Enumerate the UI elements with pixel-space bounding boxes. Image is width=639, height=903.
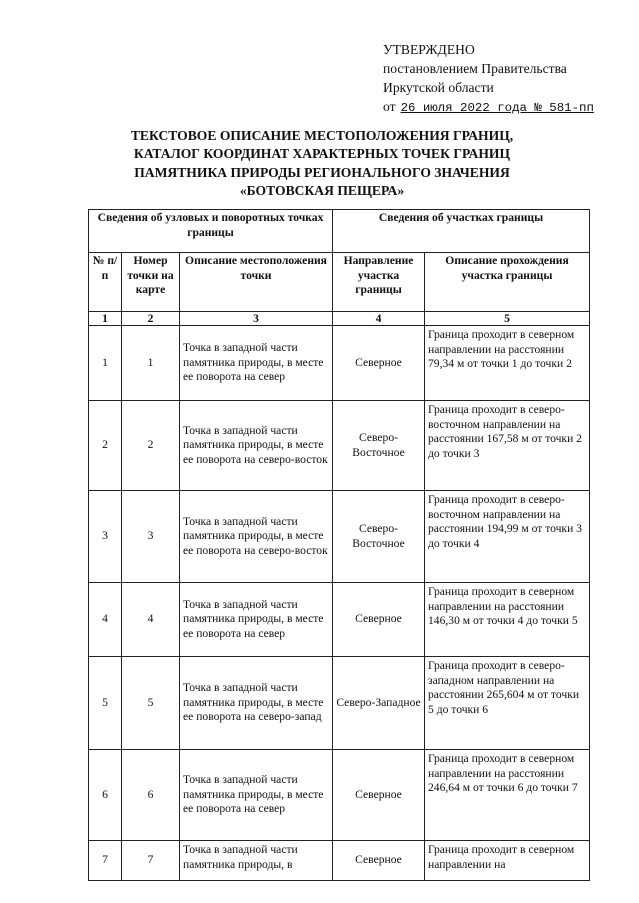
title-line: ПАМЯТНИКА ПРИРОДЫ РЕГИОНАЛЬНОГО ЗНАЧЕНИЯ	[134, 164, 510, 180]
table-row	[89, 583, 590, 657]
cell-description: Граница проходит в северо- западном направлении на расстоянии 265,604 м от точки 5 до точки 6	[425, 657, 590, 750]
cell-direction: Северо-Западное	[333, 657, 425, 750]
cell-location: Точка в западной части памятника природы, в месте ее поворота на северо-запад	[180, 657, 333, 750]
cell-location: Точка в западной части памятника природы, в месте ее поворота на север	[180, 750, 333, 841]
group-header-row	[89, 210, 590, 253]
column-header-row	[89, 253, 590, 312]
column-number: 2	[122, 312, 180, 326]
title-line: «БОТОВСКАЯ ПЕЩЕРА»	[239, 182, 405, 198]
title-line: КАТАЛОГ КООРДИНАТ ХАРАКТЕРНЫХ ТОЧЕК ГРАНИЦ	[133, 146, 511, 162]
column-header-num: № п/п	[89, 253, 122, 312]
cell-direction: Северное	[333, 750, 425, 841]
table-row	[89, 401, 590, 491]
cell-point: 7	[122, 841, 180, 881]
cell-direction: Северное	[333, 326, 425, 401]
group-header-segments: Сведения об участках границы	[333, 210, 590, 253]
column-header-point: Номер точки на карте	[122, 253, 180, 312]
group-header-points: Сведения об узловых и поворотных точках границы	[89, 210, 333, 253]
approval-line: постановлением Правительства	[383, 61, 567, 76]
approval-line: Иркутской области	[383, 80, 494, 95]
column-number: 4	[333, 312, 425, 326]
cell-num: 4	[89, 583, 122, 657]
cell-direction: Северное	[333, 841, 425, 881]
cell-location: Точка в западной части памятника природы, в месте ее поворота на северо-восток	[180, 491, 333, 583]
cell-direction: Северо-Восточное	[333, 491, 425, 583]
cell-description: Граница проходит в северо- восточном направлении на расстоянии 167,58 м от точки 2 до точки 3	[425, 401, 590, 491]
column-number-row	[89, 312, 590, 326]
column-header-description: Описание прохождения участка границы	[425, 253, 590, 312]
cell-location: Точка в западной части памятника природы, в месте ее поворота на северо-восток	[180, 401, 333, 491]
cell-num: 7	[89, 841, 122, 881]
cell-description: Граница проходит в северном направлении на	[425, 841, 590, 881]
cell-num: 5	[89, 657, 122, 750]
cell-num: 6	[89, 750, 122, 841]
column-number: 5	[425, 312, 590, 326]
cell-location: Точка в западной части памятника природы, в	[180, 841, 333, 881]
title-line: ТЕКСТОВОЕ ОПИСАНИЕ МЕСТОПОЛОЖЕНИЯ ГРАНИЦ,	[130, 128, 514, 143]
cell-direction: Северное	[333, 583, 425, 657]
cell-point: 1	[122, 326, 180, 401]
column-number: 1	[89, 312, 122, 326]
column-header-location: Описание местоположения точки	[180, 253, 333, 312]
approval-date-line	[383, 97, 633, 118]
table-row	[89, 657, 590, 750]
table-row	[89, 491, 590, 583]
cell-description: Граница проходит в северо- восточном направлении на расстоянии 194,99 м от точки 3 до точки 4	[425, 491, 590, 583]
table-row	[89, 841, 590, 881]
table-row	[89, 750, 590, 841]
column-number: 3	[180, 312, 333, 326]
cell-num: 2	[89, 401, 122, 491]
cell-num: 1	[89, 326, 122, 401]
approval-line: УТВЕРЖДЕНО	[383, 42, 475, 57]
approval-from-label: от	[383, 99, 396, 114]
cell-point: 4	[122, 583, 180, 657]
cell-description: Граница проходит в северном направлении на расстоянии 146,30 м от точки 4 до точки 5	[425, 583, 590, 657]
cell-point: 6	[122, 750, 180, 841]
column-header-direction: Направление участка границы	[333, 253, 425, 312]
boundary-catalog-table	[88, 209, 590, 881]
cell-direction: Северо-Восточное	[333, 401, 425, 491]
cell-point: 2	[122, 401, 180, 491]
cell-point: 5	[122, 657, 180, 750]
approval-date-number: 26 июля 2022 года № 581-пп	[400, 101, 594, 115]
approval-stamp	[383, 40, 633, 118]
document-title	[60, 127, 584, 200]
cell-location: Точка в западной части памятника природы, в месте ее поворота на север	[180, 326, 333, 401]
cell-point: 3	[122, 491, 180, 583]
cell-num: 3	[89, 491, 122, 583]
cell-description: Граница проходит в северном направлении на расстоянии 246,64 м от точки 6 до точки 7	[425, 750, 590, 841]
cell-location: Точка в западной части памятника природы, в месте ее поворота на север	[180, 583, 333, 657]
cell-description: Граница проходит в северном направлении на расстоянии 79,34 м от точки 1 до точки 2	[425, 326, 590, 401]
table-row	[89, 326, 590, 401]
